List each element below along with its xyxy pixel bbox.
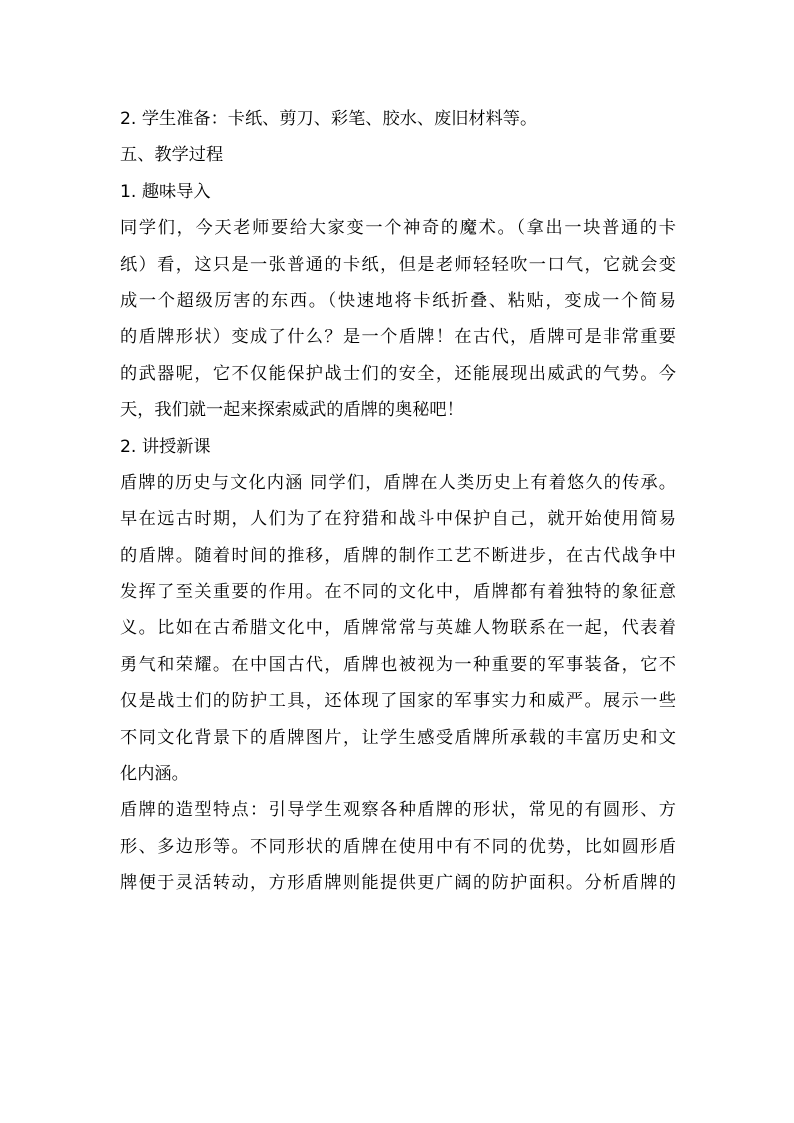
paragraph-line: 发挥了至关重要的作用。在不同的文化中，盾牌都有着独特的象征意 bbox=[120, 582, 676, 603]
paragraph-line: 的盾牌。随着时间的推移，盾牌的制作工艺不断进步，在古代战争中 bbox=[120, 545, 676, 566]
paragraph-line: 同学们，今天老师要给大家变一个神奇的魔术。（拿出一块普通的卡 bbox=[120, 218, 676, 239]
paragraph-line: 形、多边形等。不同形状的盾牌在使用中有不同的优势，比如圆形盾 bbox=[120, 836, 676, 857]
paragraph-line: 早在远古时期，人们为了在狩猎和战斗中保护自己，就开始使用简易 bbox=[120, 509, 676, 530]
subsection-heading: 1. 趣味导入 bbox=[120, 181, 211, 202]
paragraph-line: 仅是战士们的防护工具，还体现了国家的军事实力和威严。展示一些 bbox=[120, 691, 676, 712]
paragraph-line: 不同文化背景下的盾牌图片，让学生感受盾牌所承载的丰富历史和文 bbox=[120, 727, 676, 748]
material-prep-line: 2. 学生准备：卡纸、剪刀、彩笔、胶水、废旧材料等。 bbox=[120, 109, 538, 129]
paragraph-line: 勇气和荣耀。在中国古代，盾牌也被视为一种重要的军事装备，它不 bbox=[120, 654, 676, 675]
paragraph-line: 的盾牌形状）变成了什么？是一个盾牌！在古代，盾牌可是非常重要 bbox=[120, 327, 676, 348]
section-heading: 五、教学过程 bbox=[120, 145, 224, 166]
subsection-heading: 2. 讲授新课 bbox=[120, 436, 211, 457]
paragraph-line: 的武器呢，它不仅能保护战士们的安全，还能展现出威武的气势。今 bbox=[120, 363, 676, 384]
paragraph-line: 盾牌的历史与文化内涵 同学们，盾牌在人类历史上有着悠久的传承。 bbox=[120, 472, 676, 493]
paragraph-line: 盾牌的造型特点：引导学生观察各种盾牌的形状，常见的有圆形、方 bbox=[120, 800, 676, 821]
paragraph-line: 纸）看，这只是一张普通的卡纸，但是老师轻轻吹一口气，它就会变 bbox=[120, 254, 676, 275]
paragraph-line: 牌便于灵活转动，方形盾牌则能提供更广阔的防护面积。分析盾牌的 bbox=[120, 873, 676, 894]
paragraph-line: 化内涵。 bbox=[120, 764, 189, 785]
paragraph-line: 义。比如在古希腊文化中，盾牌常常与英雄人物联系在一起，代表着 bbox=[120, 618, 676, 639]
paragraph-line: 天，我们就一起来探索威武的盾牌的奥秘吧！ bbox=[120, 400, 464, 421]
paragraph-line: 成一个超级厉害的东西。（快速地将卡纸折叠、粘贴，变成一个简易 bbox=[120, 290, 676, 311]
document-page bbox=[120, 101, 676, 902]
